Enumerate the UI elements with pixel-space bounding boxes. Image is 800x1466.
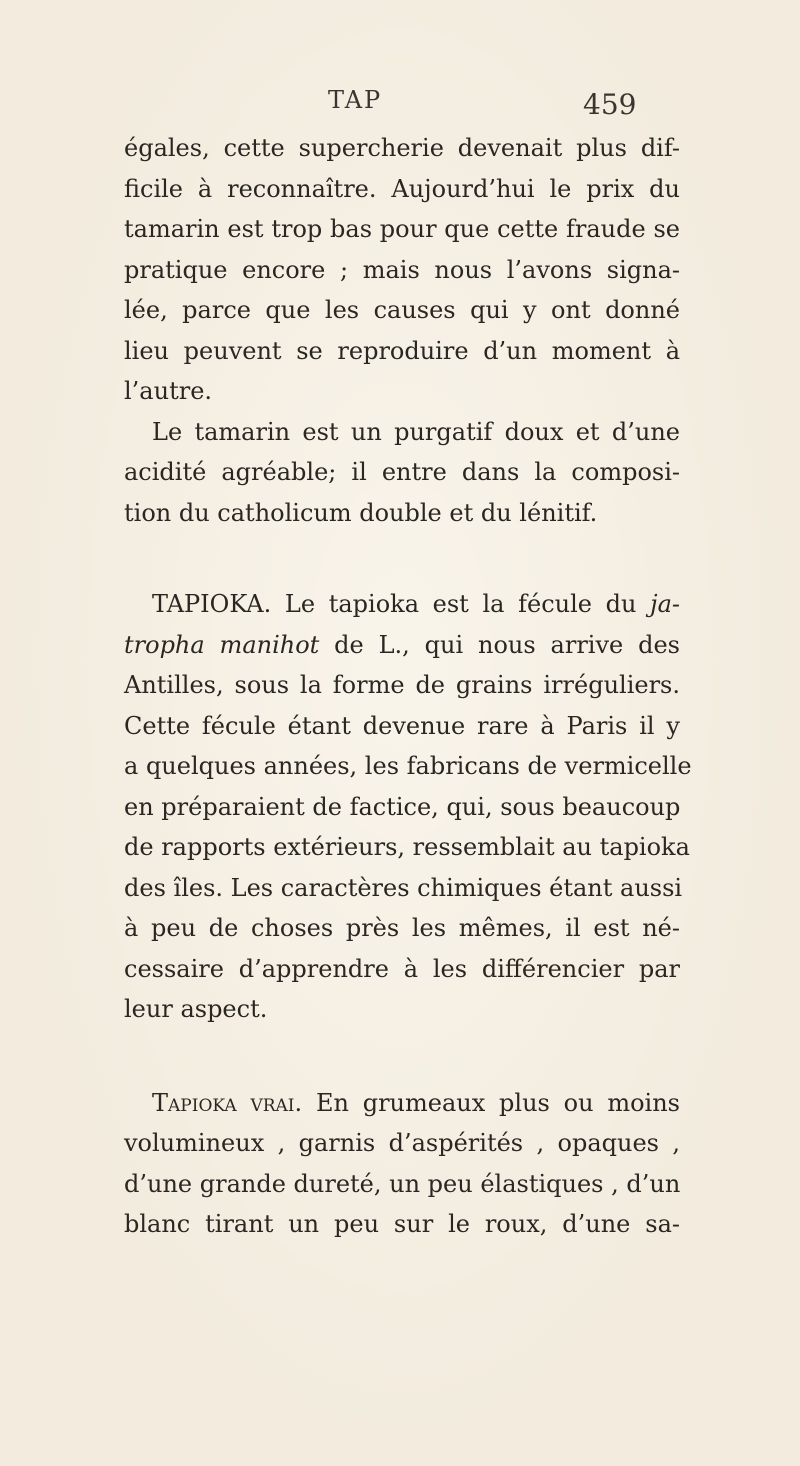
paragraph-4-line: d’une grande dureté, un peu élastiques , d’un [124, 1169, 681, 1198]
body-text [124, 128, 692, 1245]
paragraph-2-line: acidité agréable; il entre dans la composi- [124, 458, 680, 486]
paragraph-1-line: lieu peuvent se reproduire d’un moment à [124, 336, 680, 365]
running-head: TAP [328, 86, 383, 114]
paragraph-2-line: Le tamarin est un purgatif doux et d’une [152, 417, 680, 446]
page-number: 459 [583, 88, 637, 121]
paragraph-3-text: Le tapioka est la fécule du [271, 590, 651, 618]
paragraph-1-line: ficile à reconnaître. Aujourd’hui le prix du [124, 174, 680, 203]
paragraph-1-line: pratique encore ; mais nous l’avons signa- [124, 255, 680, 284]
paragraph-3-italic: tropha manihot [124, 630, 320, 659]
paragraph-1-line: égales, cette supercherie devenait plus dif- [124, 134, 680, 162]
paragraph-2-line: tion du catholicum double et du lénitif. [124, 498, 598, 527]
paragraph-3-line: a quelques années, les fabricans de vermicelle [124, 752, 692, 780]
paragraph-spacer [124, 533, 680, 584]
paragraph-1-line: tamarin est trop bas pour que cette fraude se [124, 215, 680, 243]
paragraph-3-line [124, 584, 680, 625]
paragraph-3-line: en préparaient de factice, qui, sous beaucoup [124, 792, 681, 821]
paragraph-3-line: cessaire d’apprendre à les différencier par [124, 954, 680, 983]
paragraph-3-line: de rapports extérieurs, ressemblait au tapioka [124, 833, 690, 861]
paragraph-3-line: Cette fécule étant devenue rare à Paris il y [124, 711, 680, 740]
paragraph-4-text: En grumeaux plus ou moins [302, 1088, 680, 1117]
paragraph-1-line: l’autre. [124, 377, 213, 405]
paragraph-3-line: leur aspect. [124, 995, 268, 1023]
paragraph-3-line: Antilles, sous la forme de grains irréguliers. [124, 671, 680, 699]
page-header [0, 78, 800, 121]
paragraph-3-line [124, 625, 680, 666]
paragraph-3-line: à peu de choses près les mêmes, il est né- [124, 914, 680, 942]
paragraph-3-line: des îles. Les caractères chimiques étant aussi [124, 873, 683, 902]
paragraph-4-line: volumineux , garnis d’aspérités , opaques , [124, 1129, 680, 1157]
entry-heading-tapioka-vrai: Tapioka vrai. [152, 1088, 303, 1117]
paragraph-4-line [124, 1083, 680, 1124]
paragraph-1-line: lée, parce que les causes qui y ont donné [124, 296, 680, 324]
paragraph-3-italic: ja- [650, 590, 680, 618]
paragraph-3-text: de L., qui nous arrive des [319, 630, 680, 659]
entry-heading-tapioka: TAPIOKA. [152, 590, 272, 618]
paragraph-4-line: blanc tirant un peu sur le roux, d’une sa- [124, 1210, 680, 1238]
paragraph-spacer [124, 1030, 680, 1083]
